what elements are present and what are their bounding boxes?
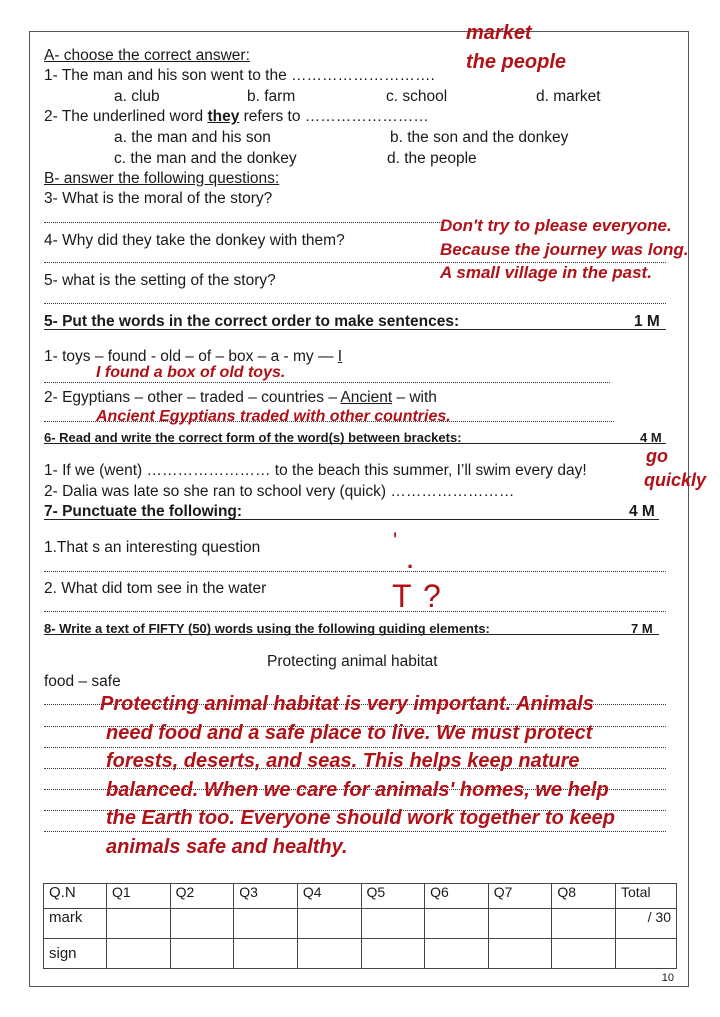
underlined-word: they — [207, 108, 240, 125]
question-a1-blank[interactable]: ………………………. — [291, 67, 435, 84]
header-qn: Q.N — [44, 884, 107, 909]
score-table-mark-row — [44, 909, 677, 939]
score-table-sign-row — [44, 939, 677, 969]
sign-cell-q4[interactable] — [297, 939, 361, 969]
section-6-underline — [44, 443, 666, 444]
answer-line-b3[interactable] — [44, 222, 444, 223]
question-b5: 5- what is the setting of the story? — [44, 272, 276, 289]
question-a2-text-after: refers to — [243, 108, 301, 125]
handwritten-paragraph — [100, 690, 670, 861]
sign-cell-q7[interactable] — [488, 939, 552, 969]
answer-line-7-2[interactable] — [44, 611, 666, 612]
header-q6: Q6 — [425, 884, 489, 909]
answer-line-b5[interactable] — [44, 303, 666, 304]
question-a2-blank[interactable]: …………………… — [304, 108, 429, 125]
section-b-heading: B- answer the following questions: — [44, 170, 280, 187]
handwritten-answer-a2: the people — [466, 51, 567, 73]
question-5-2-text: 2- Egyptians – other – traded – countries – — [44, 389, 337, 406]
answer-line-7-1[interactable] — [44, 571, 666, 572]
question-5-2-after: – with — [396, 389, 437, 406]
sign-cell-q1[interactable] — [107, 939, 171, 969]
score-table-header-row — [44, 884, 677, 909]
option-a1-d[interactable]: d. market — [536, 88, 601, 105]
question-5-2-underlined: Ancient — [340, 389, 393, 406]
section-7-marks: 4 M — [629, 503, 655, 520]
section-8-marks: 7 M — [631, 621, 653, 636]
header-q2: Q2 — [170, 884, 234, 909]
question-6-2: 2- Dalia was late so she ran to school very (quick) …………………… — [44, 483, 515, 500]
sign-cell-q3[interactable] — [234, 939, 298, 969]
handwritten-period: . — [407, 548, 414, 573]
section-6-marks: 4 M — [640, 430, 662, 445]
section-a-heading: A- choose the correct answer: — [44, 47, 250, 64]
mark-total[interactable]: / 30 — [616, 909, 677, 939]
question-7-2: 2. What did tom see in the water — [44, 580, 267, 597]
section-6-heading: 6- Read and write the correct form of the word(s) between brackets: — [44, 430, 462, 445]
mark-cell-q7[interactable] — [488, 909, 552, 939]
handwritten-answer-b3: Don't try to please everyone. — [440, 216, 672, 235]
paragraph-line-1: Protecting animal habitat is very important. Animals — [100, 693, 594, 715]
page-number: 10 — [661, 972, 674, 984]
handwritten-capital-t: T — [392, 578, 412, 614]
handwritten-apostrophe: ' — [393, 528, 398, 553]
sign-cell-q2[interactable] — [170, 939, 234, 969]
paragraph-line-2: need food and a safe place to live. We must protect — [106, 721, 593, 744]
option-a2-b[interactable]: b. the son and the donkey — [390, 129, 569, 146]
paragraph-line-5: the Earth too. Everyone should work together to keep — [106, 807, 615, 829]
question-a2 — [44, 107, 429, 126]
handwritten-answer-a1: market — [466, 22, 532, 44]
question-6-1: 1- If we (went) …………………… to the beach this summer, I’ll swim every day! — [44, 462, 587, 479]
section-5-underline — [44, 329, 666, 330]
section-8-heading: 8- Write a text of FIFTY (50) words using the following guiding elements: — [44, 621, 490, 636]
sign-label: sign — [44, 939, 107, 969]
mark-cell-q8[interactable] — [552, 909, 616, 939]
paragraph-line-6: animals safe and healthy. — [106, 835, 348, 858]
mark-cell-q5[interactable] — [361, 909, 425, 939]
handwritten-answer-6-1: go — [646, 446, 668, 466]
sign-cell-q6[interactable] — [425, 939, 489, 969]
paragraph-line-3: forests, deserts, and seas. This helps keep nature — [106, 750, 580, 772]
header-q4: Q4 — [297, 884, 361, 909]
mark-cell-q2[interactable] — [170, 909, 234, 939]
section-7-underline — [44, 519, 659, 520]
header-q5: Q5 — [361, 884, 425, 909]
question-b4: 4- Why did they take the donkey with them? — [44, 232, 345, 249]
question-7-1: 1.That s an interesting question — [44, 539, 261, 556]
handwritten-answer-b5: A small village in the past. — [440, 263, 652, 282]
option-a2-d[interactable]: d. the people — [387, 150, 477, 167]
mark-cell-q4[interactable] — [297, 909, 361, 939]
mark-cell-q1[interactable] — [107, 909, 171, 939]
question-a1-text: 1- The man and his son went to the — [44, 67, 287, 84]
question-5-2 — [44, 388, 437, 407]
section-7-heading: 7- Punctuate the following: — [44, 503, 243, 520]
mark-cell-q3[interactable] — [234, 909, 298, 939]
option-a2-a[interactable]: a. the man and his son — [114, 129, 271, 146]
header-total: Total — [616, 884, 677, 909]
question-b3: 3- What is the moral of the story? — [44, 190, 273, 207]
handwritten-answer-6-2: quickly — [644, 470, 707, 490]
topic-title: Protecting animal habitat — [267, 653, 438, 670]
handwritten-answer-b4: Because the journey was long. — [440, 240, 689, 259]
question-a1 — [44, 66, 435, 85]
handwritten-answer-5-2: Ancient Egyptians traded with other countries. — [96, 408, 451, 425]
sign-cell-total[interactable] — [616, 939, 677, 969]
question-5-1-underlined: I — [337, 348, 343, 365]
header-q7: Q7 — [488, 884, 552, 909]
handwritten-question-mark: ? — [423, 578, 441, 614]
header-q1: Q1 — [107, 884, 171, 909]
sign-cell-q8[interactable] — [552, 939, 616, 969]
option-a1-a[interactable]: a. club — [114, 88, 160, 105]
answer-line-5-1[interactable] — [44, 382, 610, 383]
sign-cell-q5[interactable] — [361, 939, 425, 969]
option-a1-b[interactable]: b. farm — [247, 88, 296, 105]
section-5-marks: 1 M — [634, 313, 660, 330]
question-a2-text-before: 2- The underlined word — [44, 108, 204, 125]
mark-cell-q6[interactable] — [425, 909, 489, 939]
section-8-underline — [44, 634, 659, 635]
guiding-elements: food – safe — [44, 673, 121, 690]
section-5-heading: 5- Put the words in the correct order to make sentences: — [44, 313, 460, 330]
header-q3: Q3 — [234, 884, 298, 909]
question-5-1-text: 1- toys – found - old – of – box – a - my — — [44, 348, 334, 365]
paragraph-line-4: balanced. When we care for animals' homes, we help — [106, 778, 609, 801]
option-a1-c[interactable]: c. school — [386, 88, 448, 105]
mark-label: mark — [44, 909, 107, 939]
score-table — [43, 883, 677, 969]
option-a2-c[interactable]: c. the man and the donkey — [114, 150, 297, 167]
header-q8: Q8 — [552, 884, 616, 909]
handwritten-answer-5-1: I found a box of old toys. — [96, 364, 286, 381]
